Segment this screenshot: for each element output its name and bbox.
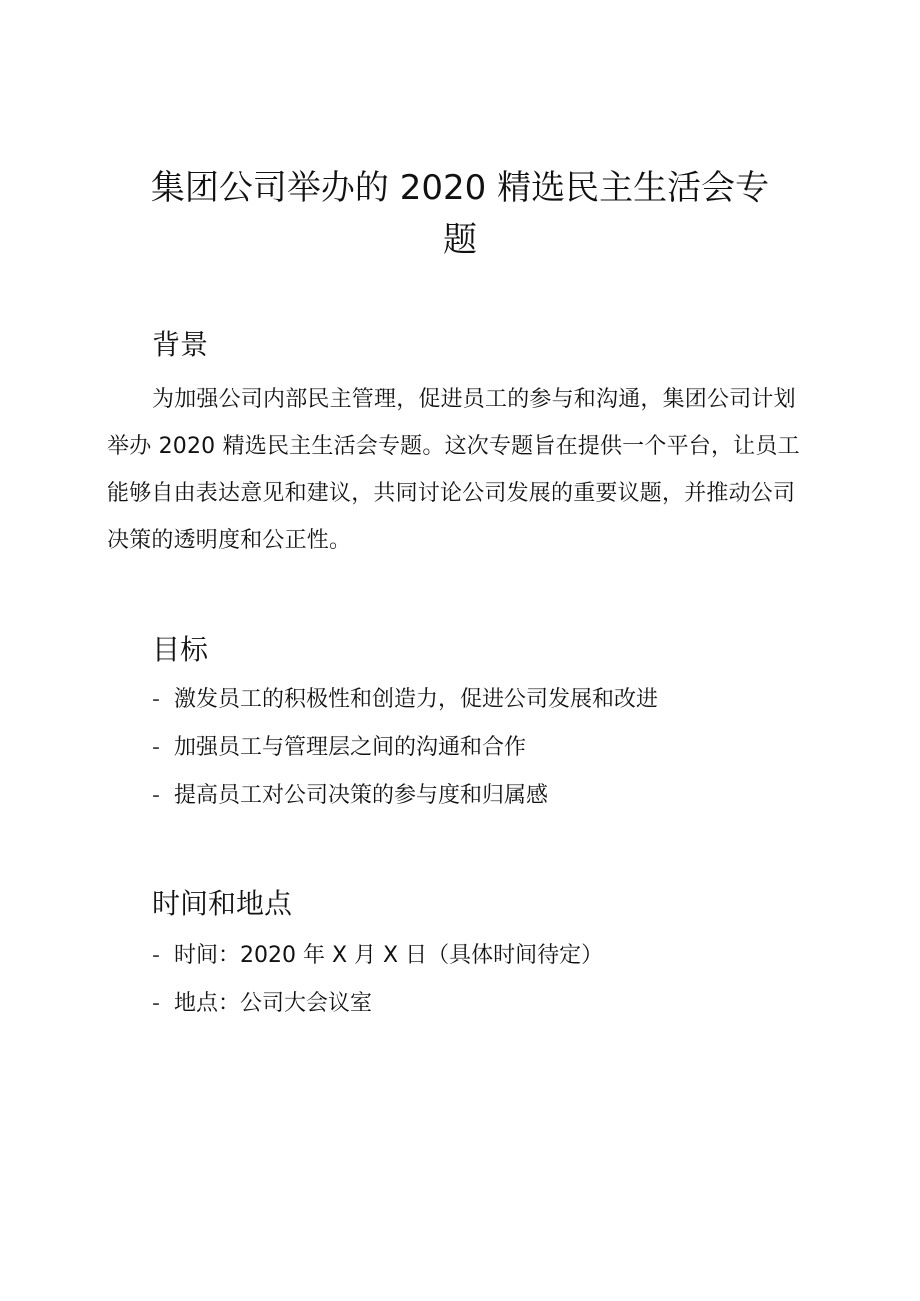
list-item [152,676,658,724]
document-title-line-2: 题 [443,220,477,260]
goals-list [152,676,658,820]
list-item [152,772,658,820]
bullet-dash: - [152,687,160,712]
section-heading-background: 背景 [152,328,209,361]
background-paragraph: 为加强公司内部民主管理，促进员工的参与和沟通，集团公司计划举办 2020 精选民主生活会专题。这次专题旨在提供一个平台，让员工能够自由表达意见和建议，共同讨论公司发展的重要议题，并推动公司决策的透明度和公正性。 [107,387,800,553]
section-heading-goals: 目标 [152,633,209,666]
list-item-text: 激发员工的积极性和创造力，促进公司发展和改进 [174,687,659,712]
document-title-line-1: 集团公司举办的 2020 精选民主生活会专 [150,168,770,208]
list-item-text: 加强员工与管理层之间的沟通和合作 [174,735,527,760]
bullet-dash: - [152,735,160,760]
time-place-list [152,932,603,1028]
bullet-dash: - [152,943,160,968]
section-heading-time-place: 时间和地点 [152,887,293,920]
list-item-text: 地点：公司大会议室 [174,991,373,1016]
list-item-text: 时间：2020 年 X 月 X 日（具体时间待定） [174,943,604,968]
list-item [152,980,603,1028]
list-item [152,724,658,772]
list-item-text: 提高员工对公司决策的参与度和归属感 [174,783,549,808]
document-title [130,162,790,266]
bullet-dash: - [152,783,160,808]
bullet-dash: - [152,991,160,1016]
list-item [152,932,603,980]
